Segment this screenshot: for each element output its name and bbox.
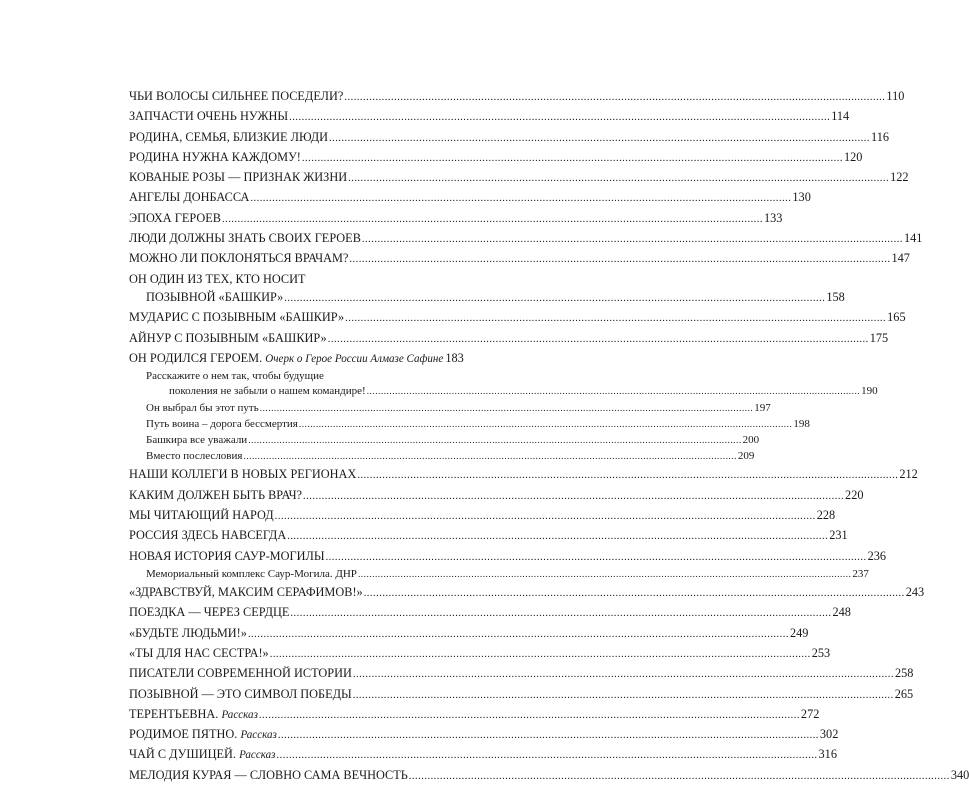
leader-dots (409, 768, 950, 786)
toc-entry-title: МУДАРИС С ПОЗЫВНЫМ «БАШКИР» (129, 310, 345, 325)
toc-entry-title (129, 349, 443, 368)
toc-entry-continuation (129, 288, 845, 308)
leader-dots (348, 170, 889, 188)
toc-entry (129, 329, 889, 349)
toc-entry (129, 526, 848, 546)
toc-entry (129, 168, 909, 188)
toc-subentry-page: 197 (754, 401, 771, 414)
leader-dots (303, 488, 844, 506)
toc-entry-page: 133 (764, 210, 783, 225)
leader-dots (277, 747, 818, 765)
leader-dots (328, 331, 869, 349)
toc-entry (129, 644, 831, 664)
leader-dots (345, 310, 886, 328)
toc-entry-page: 212 (899, 467, 918, 482)
toc-entry-title: НОВАЯ ИСТОРИЯ САУР-МОГИЛЫ (129, 548, 325, 563)
toc-subentry-page: 200 (742, 433, 760, 446)
toc-entry-title: КАКИМ ДОЛЖЕН БЫТЬ ВРАЧ? (129, 487, 303, 502)
leader-dots (259, 707, 800, 725)
toc-subentry-title: Путь воина – дорога бессмертия (146, 417, 298, 430)
toc-subentry-continuation (129, 384, 878, 400)
toc-entry (129, 188, 811, 208)
toc-entry-title: ЗАПЧАСТИ ОЧЕНЬ НУЖНЫ (129, 109, 289, 124)
toc-entry-title: «ЗДРАВСТВУЙ, МАКСИМ СЕРАФИМОВ!» (129, 585, 363, 600)
leader-dots (243, 450, 736, 465)
toc-entry (129, 766, 969, 786)
leader-dots (362, 231, 903, 249)
toc-entry (129, 107, 850, 127)
toc-entry (129, 128, 889, 148)
toc-entry-title: ЧЬИ ВОЛОСЫ СИЛЬНЕЕ ПОСЕДЕЛИ? (129, 89, 344, 103)
toc-entry-title: «БУДЬТЕ ЛЮДЬМИ!» (129, 625, 247, 640)
toc-entry (129, 506, 836, 526)
leader-dots (358, 568, 851, 583)
toc-subentry-title: Мемориальный комплекс Саур-Могила. ДНР (146, 567, 357, 580)
toc-entry (129, 229, 923, 249)
leader-dots (287, 528, 828, 546)
toc-entry-title: МЕЛОДИЯ КУРАЯ — СЛОВНО САМА ВЕЧНОСТЬ (129, 767, 408, 782)
toc-entry-page: 122 (890, 170, 909, 185)
toc-subentry-page: 237 (852, 567, 869, 580)
toc-entry-page: 116 (871, 129, 889, 144)
toc-entry-main-title: ЧАЙ С ДУШИЦЕЙ. (129, 747, 236, 762)
toc-entry (129, 603, 851, 623)
toc-entry-page: 147 (891, 251, 910, 266)
toc-entry-page: 236 (867, 548, 887, 563)
toc-entry (129, 745, 837, 765)
toc-entry (129, 349, 464, 369)
toc-entry-title: ПОЗЫВНОЙ — ЭТО СИМВОЛ ПОБЕДЫ (129, 686, 352, 701)
toc-entry-title: НАШИ КОЛЛЕГИ В НОВЫХ РЕГИОНАХ (129, 467, 357, 482)
toc-entry (129, 148, 863, 168)
toc-entry-title: ПОЕЗДКА — ЧЕРЕЗ СЕРДЦЕ (129, 605, 290, 620)
toc-entry-page: 253 (811, 645, 831, 660)
toc-subentry (129, 401, 771, 417)
toc-entry-page: 158 (826, 289, 845, 304)
toc-entry (129, 249, 910, 269)
toc-entry-page: 141 (903, 231, 923, 246)
toc-subentry (129, 567, 869, 583)
leader-dots (344, 89, 885, 107)
toc-entry-page: 228 (816, 507, 836, 522)
toc-entry-page: 114 (831, 109, 850, 124)
toc-entry-subtitle: Очерк о Герое России Алмазе Сафине (265, 352, 444, 365)
toc-entry-page: 120 (843, 149, 863, 164)
toc-entry-page: 302 (819, 727, 839, 742)
toc-subentry-title: Расскажите о нем так, чтобы будущие (146, 370, 324, 383)
leader-dots (222, 211, 763, 229)
toc-entry-title: ПОЗЫВНОЙ «БАШКИР» (146, 289, 284, 304)
toc-entry-title (129, 745, 276, 764)
toc-entry-page: 231 (829, 528, 848, 543)
leader-dots (353, 666, 894, 684)
toc-entry (129, 308, 906, 328)
toc-entry-subtitle: Рассказ (221, 708, 258, 721)
leader-dots (260, 402, 753, 417)
toc-entry (129, 547, 887, 567)
toc-entry-page: 110 (886, 89, 905, 103)
leader-dots (329, 130, 870, 148)
toc-entry (129, 209, 783, 229)
toc-entry-title: ПИСАТЕЛИ СОВРЕМЕННОЙ ИСТОРИИ (129, 666, 352, 681)
leader-dots (284, 290, 825, 308)
leader-dots (248, 626, 789, 644)
toc-subentry-title: Башкира все уважали (146, 433, 248, 446)
toc-entry (129, 465, 918, 485)
toc-entry-title: АЙНУР С ПОЗЫВНЫМ «БАШКИР» (129, 330, 327, 345)
leader-dots (326, 549, 867, 567)
toc-entry (129, 624, 809, 644)
toc-entry-title: РОДИНА НУЖНА КАЖДОМУ! (129, 149, 301, 164)
toc-entry (129, 87, 905, 107)
toc-entry-first-line (129, 270, 442, 288)
toc-entry-subtitle: Рассказ (240, 729, 277, 742)
toc-entry-title: КОВАНЫЕ РОЗЫ — ПРИЗНАК ЖИЗНИ (129, 170, 348, 185)
leader-dots (302, 150, 843, 168)
toc-entry-page: 243 (905, 585, 925, 600)
toc-subentry (129, 433, 760, 449)
toc-entry (129, 486, 864, 506)
toc-entry-page: 316 (818, 747, 837, 762)
toc-subentry-title: Вместо послесловия (146, 450, 243, 463)
leader-dots (367, 385, 860, 400)
leader-dots (250, 190, 791, 208)
toc-entry-title: ЛЮДИ ДОЛЖНЫ ЗНАТЬ СВОИХ ГЕРОЕВ (129, 231, 361, 246)
toc-entry-title: АНГЕЛЫ ДОНБАССА (129, 190, 250, 205)
toc-entry-subtitle: Рассказ (239, 749, 276, 762)
toc-entry-title: ОН ОДИН ИЗ ТЕХ, КТО НОСИТ (129, 271, 306, 286)
toc-entry (129, 725, 839, 745)
leader-dots (278, 727, 819, 745)
toc-entry-title: РОССИЯ ЗДЕСЬ НАВСЕГДА (129, 528, 287, 543)
toc-entry-title (129, 725, 277, 744)
leader-dots (364, 585, 905, 603)
toc-entry (129, 685, 914, 705)
leader-dots (353, 687, 894, 705)
toc-entry-page: 165 (887, 310, 906, 325)
table-of-contents (129, 87, 969, 786)
toc-entry (129, 583, 925, 603)
toc-entry-page: 220 (845, 487, 864, 502)
leader-dots (299, 418, 792, 433)
toc-entry-page: 272 (800, 706, 820, 721)
toc-entry-main-title: РОДИМОЕ ПЯТНО. (129, 727, 238, 742)
toc-entry-page: 183 (445, 350, 464, 365)
toc-entry-page: 265 (894, 686, 914, 701)
toc-entry-title: ЭПОХА ГЕРОЕВ (129, 210, 221, 225)
toc-subentry-title: Он выбрал бы этот путь (146, 401, 259, 414)
toc-entry-page: 175 (869, 330, 889, 345)
toc-subentry (129, 417, 810, 433)
leader-dots (248, 434, 741, 449)
toc-subentry-page: 209 (737, 450, 755, 463)
toc-entry-title: МЫ ЧИТАЮЩИЙ НАРОД (129, 507, 274, 522)
toc-entry (129, 705, 820, 725)
toc-subentry-title: поколения не забыли о нашем командире! (169, 385, 366, 398)
toc-entry-title (129, 705, 258, 724)
toc-subentry (129, 449, 755, 465)
toc-entry-main-title: ОН РОДИЛСЯ ГЕРОЕМ. (129, 350, 263, 365)
toc-entry-title: РОДИНА, СЕМЬЯ, БЛИЗКИЕ ЛЮДИ (129, 129, 328, 144)
toc-entry-page: 258 (894, 666, 914, 681)
leader-dots (349, 251, 890, 269)
toc-entry (129, 664, 914, 684)
toc-entry-title: «ТЫ ДЛЯ НАС СЕСТРА!» (129, 645, 269, 660)
leader-dots (290, 605, 831, 623)
toc-subentry-first-line (129, 369, 442, 384)
leader-dots (270, 646, 811, 664)
toc-entry-title: МОЖНО ЛИ ПОКЛОНЯТЬСЯ ВРАЧАМ? (129, 251, 349, 266)
toc-entry-main-title: ТЕРЕНТЬЕВНА. (129, 706, 219, 721)
leader-dots (275, 508, 816, 526)
toc-subentry-page: 190 (861, 385, 878, 398)
leader-dots (357, 467, 898, 485)
leader-dots (289, 109, 830, 127)
toc-entry-page: 249 (789, 625, 809, 640)
toc-subentry-page: 198 (793, 417, 810, 430)
toc-entry-page: 340 (950, 767, 969, 782)
toc-entry-page: 130 (792, 190, 811, 205)
toc-entry-page: 248 (832, 605, 851, 620)
